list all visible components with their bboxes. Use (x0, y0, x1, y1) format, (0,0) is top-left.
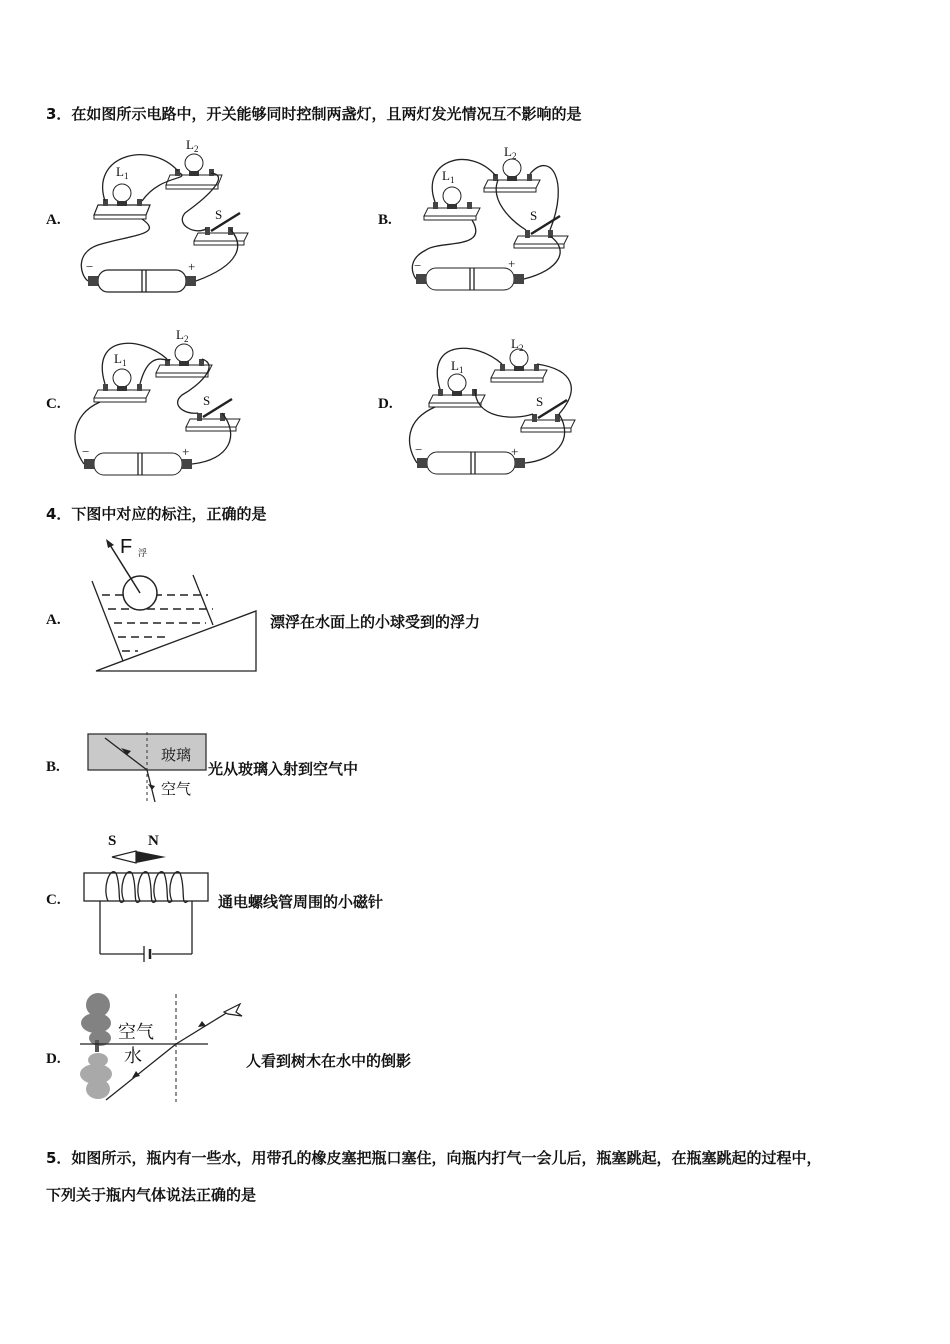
solenoid-compass-figure (80, 828, 215, 968)
svg-text:S: S (108, 833, 117, 849)
svg-text:L: L (451, 358, 459, 373)
q4-option-a-letter[interactable]: A. (46, 612, 61, 628)
svg-text:玻璃: 玻璃 (161, 746, 192, 764)
q3-option-b-letter[interactable]: B. (378, 212, 392, 228)
q4-option-d-letter[interactable]: D. (46, 1051, 61, 1067)
svg-text:浮: 浮 (138, 549, 148, 559)
svg-text:空气: 空气 (118, 1022, 154, 1043)
floating-ball-figure (88, 535, 263, 675)
svg-text:+: + (182, 444, 190, 459)
svg-text:−: − (86, 259, 94, 274)
svg-text:F: F (120, 536, 133, 558)
svg-text:L: L (442, 168, 450, 183)
tree-reflection-figure (78, 990, 248, 1105)
svg-text:L: L (114, 351, 122, 366)
q4-option-c-description: 通电螺线管周围的小磁针 (218, 893, 384, 911)
svg-text:1: 1 (459, 365, 464, 375)
svg-text:−: − (415, 442, 423, 457)
question-5-text-line2: 下列关于瓶内气体说法正确的是 (46, 1186, 257, 1204)
svg-text:2: 2 (184, 334, 189, 344)
question-3-text: 3．在如图所示电路中，开关能够同时控制两盏灯，且两灯发光情况互不影响的是 (46, 105, 582, 123)
q4-option-a-description: 漂浮在水面上的小球受到的浮力 (270, 613, 481, 631)
q3-option-c-letter[interactable]: C. (46, 396, 61, 412)
svg-text:2: 2 (519, 343, 524, 353)
svg-text:L: L (176, 327, 184, 342)
circuit-diagram-c (70, 325, 270, 485)
q4-option-b-description: 光从玻璃入射到空气中 (208, 760, 359, 778)
svg-text:1: 1 (122, 358, 127, 368)
svg-text:1: 1 (124, 171, 129, 181)
q3-option-a-letter[interactable]: A. (46, 212, 61, 228)
circuit-diagram-d (405, 330, 605, 490)
svg-text:+: + (511, 444, 519, 459)
q4-option-b-letter[interactable]: B. (46, 759, 60, 775)
glass-refraction-figure (85, 732, 210, 804)
svg-text:L: L (504, 144, 512, 159)
svg-text:+: + (188, 259, 196, 274)
svg-text:S: S (530, 208, 538, 223)
q4-option-c-letter[interactable]: C. (46, 892, 61, 908)
question-4-text: 4．下图中对应的标注，正确的是 (46, 505, 267, 523)
svg-text:1: 1 (450, 175, 455, 185)
q3-option-d-letter[interactable]: D. (378, 396, 393, 412)
svg-text:S: S (215, 207, 223, 222)
circuit-diagram-a (70, 135, 270, 300)
svg-text:+: + (508, 256, 516, 271)
svg-text:S: S (536, 394, 544, 409)
svg-text:2: 2 (194, 144, 199, 154)
svg-text:水: 水 (124, 1046, 142, 1067)
svg-text:−: − (82, 444, 90, 459)
svg-text:L: L (511, 336, 519, 351)
svg-text:L: L (186, 137, 194, 152)
svg-text:空气: 空气 (161, 780, 192, 798)
circuit-diagram-b (400, 140, 600, 300)
svg-text:L: L (116, 164, 124, 179)
svg-text:S: S (203, 393, 211, 408)
svg-text:2: 2 (512, 151, 517, 161)
q4-option-d-description: 人看到树木在水中的倒影 (246, 1052, 412, 1070)
svg-text:−: − (414, 258, 422, 273)
svg-text:N: N (148, 833, 159, 849)
question-5-text-line1: 5．如图所示，瓶内有一些水，用带孔的橡皮塞把瓶口塞住，向瓶内打气一会儿后，瓶塞跳起，在瓶塞跳起的过程中， (46, 1149, 822, 1167)
